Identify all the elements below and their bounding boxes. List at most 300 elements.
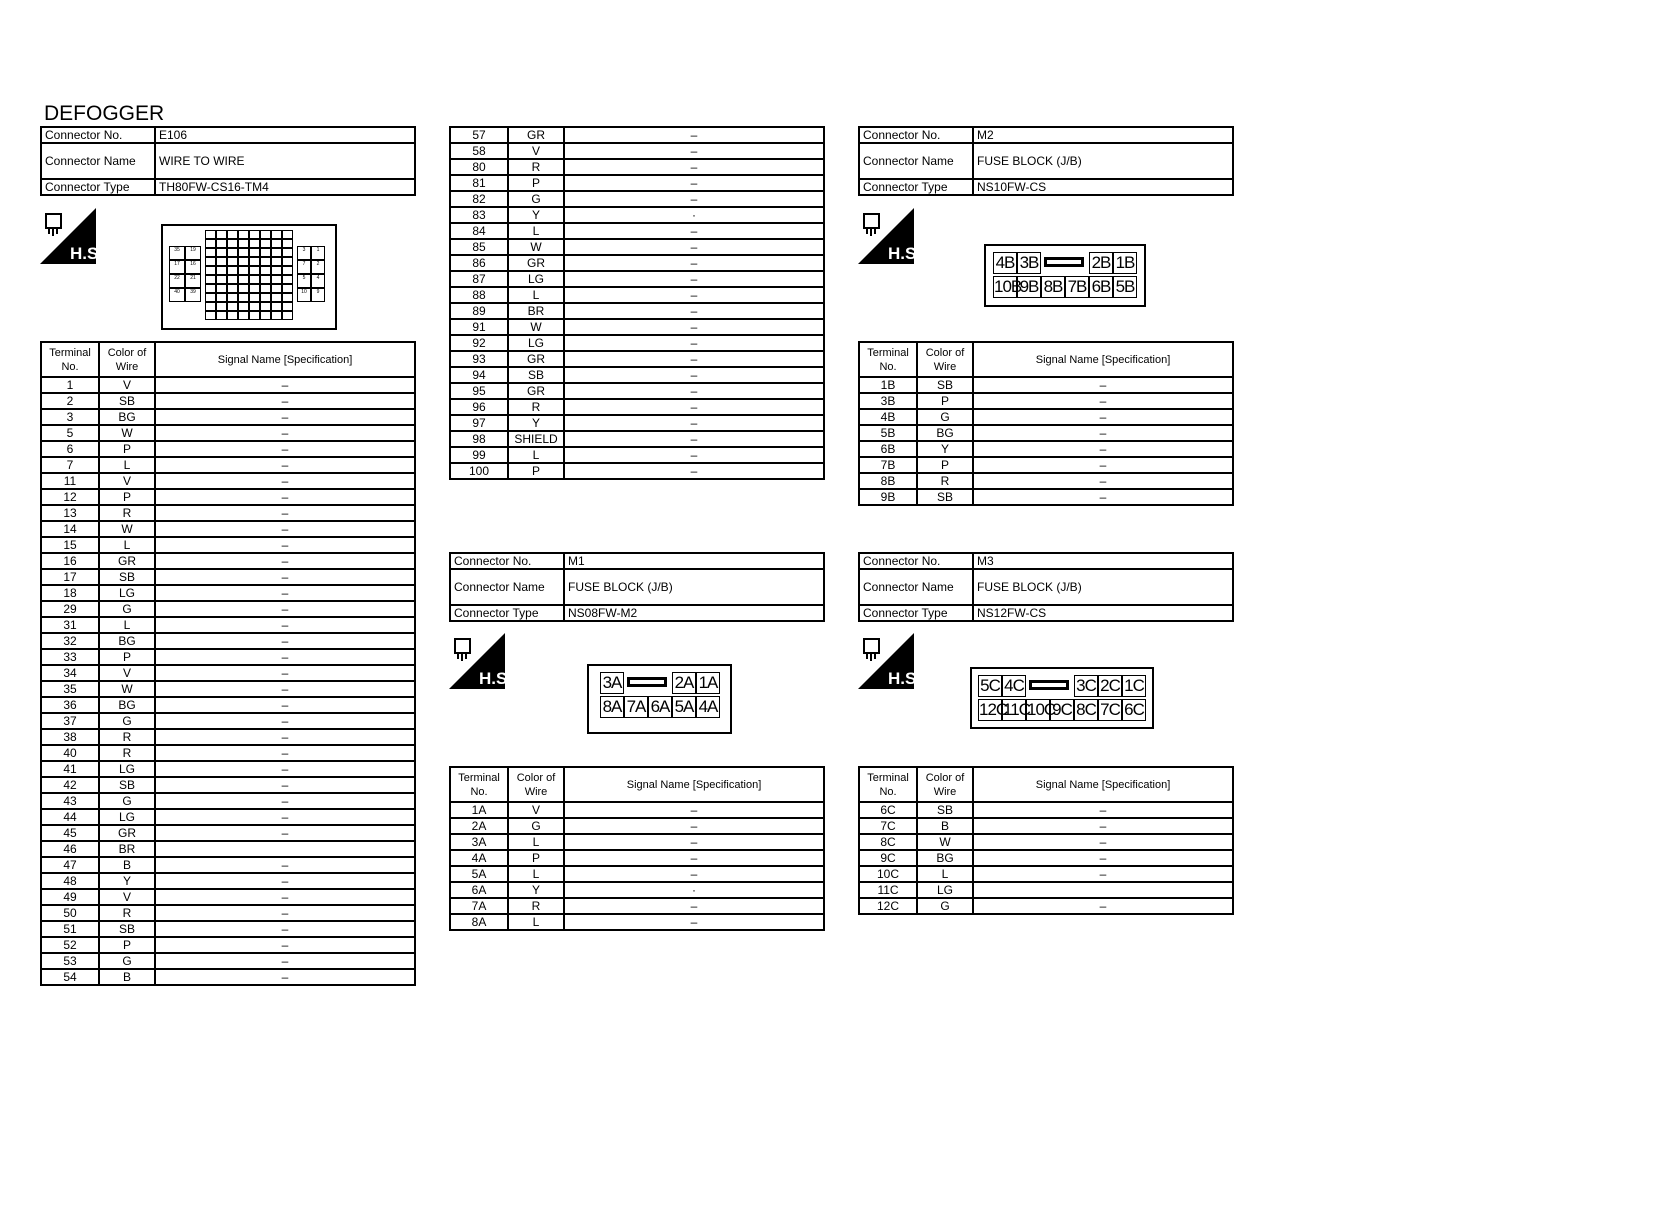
- signal-name-cell: –: [155, 665, 415, 681]
- color-header: Color of Wire: [917, 767, 973, 802]
- terminal-no-cell: 1: [41, 377, 99, 393]
- connector-pin: 35: [169, 246, 185, 260]
- wire-color-cell: B: [917, 818, 973, 834]
- m3-terminal-table: [858, 766, 1234, 915]
- terminal-no-cell: 34: [41, 665, 99, 681]
- connector-pin: 3C: [1074, 675, 1098, 697]
- table-row: [41, 761, 415, 777]
- connector-no-value: M3: [973, 553, 1233, 569]
- table-row: [450, 271, 824, 287]
- connector-pin: [205, 230, 216, 239]
- connector-pin: 8A: [600, 696, 624, 718]
- connector-pin: [271, 239, 282, 248]
- connector-pin: [260, 257, 271, 266]
- table-row: [41, 713, 415, 729]
- connector-pin: [238, 284, 249, 293]
- connector-pin: [216, 302, 227, 311]
- connector-type-label: Connector Type: [859, 179, 973, 195]
- connector-no-value: E106: [155, 127, 415, 143]
- connector-pin: [227, 257, 238, 266]
- wire-color-cell: R: [99, 905, 155, 921]
- m2-connector-face: [984, 244, 1146, 307]
- table-row: [450, 223, 824, 239]
- terminal-no-cell: 44: [41, 809, 99, 825]
- wire-color-cell: L: [508, 914, 564, 930]
- signal-name-cell: –: [564, 431, 824, 447]
- wire-color-cell: SB: [99, 777, 155, 793]
- connector-pin: [216, 239, 227, 248]
- signal-header: Signal Name [Specification]: [155, 342, 415, 377]
- terminal-no-cell: 40: [41, 745, 99, 761]
- connector-pin: [216, 266, 227, 275]
- table-row: [41, 601, 415, 617]
- signal-name-cell: –: [155, 505, 415, 521]
- signal-name-cell: –: [564, 850, 824, 866]
- terminal-no-cell: 43: [41, 793, 99, 809]
- connector-name-value: WIRE TO WIRE: [155, 143, 415, 179]
- wire-color-cell: G: [99, 953, 155, 969]
- connector-name-label: Connector Name: [859, 143, 973, 179]
- connector-pin: [260, 293, 271, 302]
- connector-name-value: FUSE BLOCK (J/B): [564, 569, 824, 605]
- wire-color-cell: GR: [99, 825, 155, 841]
- wire-color-cell: L: [508, 287, 564, 303]
- wire-color-cell: GR: [99, 553, 155, 569]
- wire-color-cell: Y: [917, 441, 973, 457]
- signal-name-cell: –: [973, 409, 1233, 425]
- table-row: [41, 729, 415, 745]
- wire-color-cell: BR: [99, 841, 155, 857]
- signal-name-cell: –: [155, 729, 415, 745]
- signal-name-cell: –: [155, 777, 415, 793]
- connector-pin: [271, 311, 282, 320]
- wire-color-cell: R: [508, 159, 564, 175]
- signal-name-cell: –: [155, 969, 415, 985]
- connector-name-label: Connector Name: [450, 569, 564, 605]
- table-row: [41, 697, 415, 713]
- signal-name-cell: –: [155, 681, 415, 697]
- connector-pin: [216, 293, 227, 302]
- connector-pin: [260, 302, 271, 311]
- connector-pin: [238, 248, 249, 257]
- terminal-no-cell: 93: [450, 351, 508, 367]
- connector-pin: [227, 230, 238, 239]
- signal-name-cell: –: [564, 271, 824, 287]
- terminal-no-cell: 9C: [859, 850, 917, 866]
- signal-name-cell: –: [564, 127, 824, 143]
- table-row: [41, 905, 415, 921]
- terminal-no-cell: 49: [41, 889, 99, 905]
- signal-name-cell: –: [155, 393, 415, 409]
- connector-pin: [216, 257, 227, 266]
- signal-name-cell: –: [564, 399, 824, 415]
- connector-pin: [205, 266, 216, 275]
- table-row: [859, 425, 1233, 441]
- terminal-no-cell: 6B: [859, 441, 917, 457]
- connector-no-label: Connector No.: [859, 127, 973, 143]
- terminal-no-cell: 81: [450, 175, 508, 191]
- terminal-no-cell: 95: [450, 383, 508, 399]
- connector-name-label: Connector Name: [859, 569, 973, 605]
- page-title: DEFOGGER: [44, 102, 165, 125]
- connector-type-value: NS10FW-CS: [973, 179, 1233, 195]
- connector-pin: [238, 230, 249, 239]
- terminal-no-cell: 5A: [450, 866, 508, 882]
- table-row: [41, 457, 415, 473]
- connector-pin: [260, 239, 271, 248]
- table-row: [859, 818, 1233, 834]
- connector-pin: [205, 302, 216, 311]
- signal-name-cell: –: [973, 834, 1233, 850]
- harness-side-icon: [449, 633, 513, 689]
- signal-name-cell: –: [564, 802, 824, 818]
- wire-color-cell: GR: [508, 127, 564, 143]
- terminal-no-cell: 58: [450, 143, 508, 159]
- connector-pin: [260, 248, 271, 257]
- terminal-no-cell: 2A: [450, 818, 508, 834]
- signal-name-cell: –: [564, 143, 824, 159]
- signal-name-cell: –: [155, 921, 415, 937]
- table-row: [41, 809, 415, 825]
- connector-key-slot: [1029, 680, 1069, 690]
- table-row: [41, 937, 415, 953]
- table-row: [450, 175, 824, 191]
- connector-pin: 6C: [1122, 699, 1146, 721]
- signal-name-cell: –: [155, 377, 415, 393]
- signal-name-cell: –: [973, 866, 1233, 882]
- table-row: [41, 889, 415, 905]
- connector-pin: 3B: [1017, 252, 1041, 274]
- connector-no-label: Connector No.: [859, 553, 973, 569]
- signal-name-cell: –: [155, 409, 415, 425]
- table-row: [450, 882, 824, 898]
- connector-pin: [249, 302, 260, 311]
- table-row: [859, 866, 1233, 882]
- connector-pin: [238, 239, 249, 248]
- wire-color-cell: R: [99, 505, 155, 521]
- connector-pin: 1: [311, 246, 325, 260]
- table-row: [450, 207, 824, 223]
- terminal-no-cell: 9B: [859, 489, 917, 505]
- wire-color-cell: P: [508, 175, 564, 191]
- connector-pin: [216, 248, 227, 257]
- signal-name-cell: –: [973, 393, 1233, 409]
- terminal-no-cell: 16: [41, 553, 99, 569]
- connector-pin: [282, 302, 293, 311]
- table-row: [450, 239, 824, 255]
- terminal-no-cell: 32: [41, 633, 99, 649]
- table-row: [859, 802, 1233, 818]
- connector-pin: 1A: [696, 672, 720, 694]
- wire-color-cell: G: [508, 818, 564, 834]
- terminal-no-cell: 6C: [859, 802, 917, 818]
- terminal-no-cell: 7A: [450, 898, 508, 914]
- table-row: [450, 399, 824, 415]
- signal-name-cell: –: [155, 937, 415, 953]
- color-header: Color of Wire: [917, 342, 973, 377]
- connector-pin: 2A: [672, 672, 696, 694]
- wire-color-cell: L: [917, 866, 973, 882]
- table-row: [450, 447, 824, 463]
- wire-color-cell: B: [99, 969, 155, 985]
- terminal-no-cell: 18: [41, 585, 99, 601]
- terminal-no-cell: 48: [41, 873, 99, 889]
- table-row: [859, 850, 1233, 866]
- signal-name-cell: –: [155, 857, 415, 873]
- wire-color-cell: BG: [99, 633, 155, 649]
- connector-pin: [282, 266, 293, 275]
- wire-color-cell: Y: [508, 415, 564, 431]
- table-row: [450, 415, 824, 431]
- connector-pin: [238, 275, 249, 284]
- connector-pin: [216, 275, 227, 284]
- e106-terminal-table-b: [449, 126, 825, 480]
- signal-name-cell: –: [564, 447, 824, 463]
- wire-color-cell: L: [99, 457, 155, 473]
- signal-name-cell: –: [564, 818, 824, 834]
- terminal-no-cell: 1B: [859, 377, 917, 393]
- connector-pin: [205, 284, 216, 293]
- signal-name-cell: –: [564, 159, 824, 175]
- connector-pin: [205, 239, 216, 248]
- table-row: [450, 834, 824, 850]
- table-row: [41, 553, 415, 569]
- table-row: [450, 335, 824, 351]
- signal-name-cell: –: [155, 633, 415, 649]
- signal-name-cell: –: [973, 850, 1233, 866]
- signal-name-cell: ·: [564, 882, 824, 898]
- table-row: [450, 287, 824, 303]
- table-row: [41, 953, 415, 969]
- e106-connector-face: [161, 224, 337, 330]
- wire-color-cell: V: [99, 377, 155, 393]
- wire-color-cell: W: [99, 681, 155, 697]
- signal-name-cell: –: [564, 255, 824, 271]
- signal-name-cell: –: [973, 818, 1233, 834]
- signal-name-cell: –: [155, 601, 415, 617]
- table-row: [41, 825, 415, 841]
- wire-color-cell: Y: [508, 882, 564, 898]
- terminal-no-cell: 47: [41, 857, 99, 873]
- table-row: [859, 393, 1233, 409]
- connector-pin: [249, 230, 260, 239]
- connector-no-value: M2: [973, 127, 1233, 143]
- signal-name-cell: –: [155, 425, 415, 441]
- signal-name-cell: –: [564, 335, 824, 351]
- signal-name-cell: –: [564, 303, 824, 319]
- terminal-no-header: Terminal No.: [859, 342, 917, 377]
- table-row: [450, 383, 824, 399]
- table-row: [450, 802, 824, 818]
- connector-pin: [249, 248, 260, 257]
- signal-name-cell: –: [155, 473, 415, 489]
- signal-name-cell: –: [564, 415, 824, 431]
- connector-pin: 2C: [1098, 675, 1122, 697]
- terminal-no-cell: 82: [450, 191, 508, 207]
- terminal-no-cell: 11: [41, 473, 99, 489]
- terminal-no-header: Terminal No.: [41, 342, 99, 377]
- connector-type-label: Connector Type: [450, 605, 564, 621]
- connector-pin: 6A: [648, 696, 672, 718]
- connector-pin: [282, 275, 293, 284]
- connector-type-label: Connector Type: [859, 605, 973, 621]
- connector-pin: [227, 311, 238, 320]
- svg-text:H.S.: H.S.: [888, 244, 922, 263]
- wire-color-cell: P: [99, 937, 155, 953]
- table-row: [450, 319, 824, 335]
- harness-side-icon: [40, 208, 104, 264]
- connector-pin: [216, 311, 227, 320]
- terminal-no-cell: 94: [450, 367, 508, 383]
- terminal-no-cell: 88: [450, 287, 508, 303]
- connector-no-value: M1: [564, 553, 824, 569]
- connector-key-slot: [627, 677, 667, 687]
- terminal-no-cell: 7C: [859, 818, 917, 834]
- signal-name-cell: –: [973, 473, 1233, 489]
- wire-color-cell: LG: [508, 335, 564, 351]
- connector-pin: 5A: [672, 696, 696, 718]
- terminal-no-cell: 53: [41, 953, 99, 969]
- connector-pin: [249, 293, 260, 302]
- table-row: [41, 841, 415, 857]
- table-row: [859, 834, 1233, 850]
- terminal-no-cell: 14: [41, 521, 99, 537]
- terminal-no-cell: 15: [41, 537, 99, 553]
- signal-name-cell: –: [973, 802, 1233, 818]
- signal-name-cell: –: [155, 441, 415, 457]
- connector-pin: [249, 239, 260, 248]
- connector-pin: 4A: [696, 696, 720, 718]
- m1-connector-face: [587, 664, 732, 734]
- signal-name-cell: –: [973, 898, 1233, 914]
- connector-pin: [282, 311, 293, 320]
- wire-color-cell: SB: [99, 921, 155, 937]
- connector-pin: [282, 284, 293, 293]
- signal-name-cell: –: [564, 223, 824, 239]
- connector-pin: 10B: [994, 277, 1022, 296]
- table-row: [41, 393, 415, 409]
- signal-name-cell: –: [155, 649, 415, 665]
- connector-pin: 7B: [1065, 276, 1089, 298]
- signal-name-cell: –: [155, 713, 415, 729]
- signal-name-cell: –: [155, 873, 415, 889]
- connector-pin: [271, 266, 282, 275]
- terminal-no-cell: 10C: [859, 866, 917, 882]
- signal-name-cell: ·: [564, 207, 824, 223]
- terminal-no-cell: 54: [41, 969, 99, 985]
- terminal-no-cell: 8A: [450, 914, 508, 930]
- wire-color-cell: V: [99, 665, 155, 681]
- terminal-no-cell: 33: [41, 649, 99, 665]
- connector-pin: [227, 266, 238, 275]
- m2-terminal-table: [858, 341, 1234, 506]
- signal-name-cell: –: [155, 521, 415, 537]
- table-row: [450, 255, 824, 271]
- wire-color-cell: GR: [508, 383, 564, 399]
- terminal-no-cell: 100: [450, 463, 508, 479]
- signal-header: Signal Name [Specification]: [564, 767, 824, 802]
- connector-pin: [238, 266, 249, 275]
- signal-name-cell: –: [155, 889, 415, 905]
- wire-color-cell: Y: [508, 207, 564, 223]
- table-row: [41, 873, 415, 889]
- connector-pin: [205, 248, 216, 257]
- signal-name-cell: –: [155, 761, 415, 777]
- wire-color-cell: LG: [508, 271, 564, 287]
- wire-color-cell: W: [99, 521, 155, 537]
- connector-pin: [205, 293, 216, 302]
- connector-pin: [271, 248, 282, 257]
- table-row: [41, 505, 415, 521]
- wire-color-cell: R: [99, 745, 155, 761]
- wire-color-cell: SB: [99, 393, 155, 409]
- terminal-no-cell: 6A: [450, 882, 508, 898]
- connector-pin: 5B: [1113, 276, 1137, 298]
- m1-info-table: [449, 552, 825, 622]
- wire-color-cell: G: [99, 793, 155, 809]
- signal-name-cell: –: [155, 809, 415, 825]
- table-row: [41, 777, 415, 793]
- wire-color-cell: BG: [917, 850, 973, 866]
- connector-pin: 16: [185, 260, 201, 274]
- terminal-no-cell: 83: [450, 207, 508, 223]
- terminal-no-cell: 1A: [450, 802, 508, 818]
- terminal-no-cell: 12: [41, 489, 99, 505]
- wire-color-cell: G: [99, 713, 155, 729]
- terminal-no-cell: 7B: [859, 457, 917, 473]
- wire-color-cell: P: [508, 850, 564, 866]
- table-row: [450, 303, 824, 319]
- connector-pin: 17: [169, 260, 185, 274]
- table-row: [450, 159, 824, 175]
- table-row: [859, 882, 1233, 898]
- signal-name-cell: –: [155, 457, 415, 473]
- connector-pin: [260, 266, 271, 275]
- connector-type-label: Connector Type: [41, 179, 155, 195]
- connector-pin: [205, 275, 216, 284]
- m3-info-table: [858, 552, 1234, 622]
- table-row: [41, 649, 415, 665]
- terminal-no-cell: 85: [450, 239, 508, 255]
- signal-name-cell: –: [155, 825, 415, 841]
- table-row: [859, 441, 1233, 457]
- wire-color-cell: L: [508, 834, 564, 850]
- terminal-no-cell: 7: [41, 457, 99, 473]
- connector-pin: 2B: [1089, 252, 1113, 274]
- terminal-no-cell: 5: [41, 425, 99, 441]
- signal-name-cell: –: [155, 697, 415, 713]
- terminal-no-cell: 97: [450, 415, 508, 431]
- connector-pin: [260, 230, 271, 239]
- terminal-no-cell: 29: [41, 601, 99, 617]
- m2-info-table: [858, 126, 1234, 196]
- connector-pin: [227, 248, 238, 257]
- terminal-no-cell: 4A: [450, 850, 508, 866]
- connector-pin: 7A: [624, 696, 648, 718]
- connector-pin: [238, 302, 249, 311]
- signal-name-cell: –: [155, 905, 415, 921]
- signal-name-cell: –: [564, 383, 824, 399]
- connector-name-label: Connector Name: [41, 143, 155, 179]
- terminal-no-cell: 3B: [859, 393, 917, 409]
- terminal-no-cell: 41: [41, 761, 99, 777]
- connector-no-label: Connector No.: [450, 553, 564, 569]
- connector-pin: 2: [311, 260, 325, 274]
- signal-name-cell: –: [564, 239, 824, 255]
- table-row: [41, 489, 415, 505]
- signal-name-cell: –: [155, 745, 415, 761]
- terminal-no-cell: 98: [450, 431, 508, 447]
